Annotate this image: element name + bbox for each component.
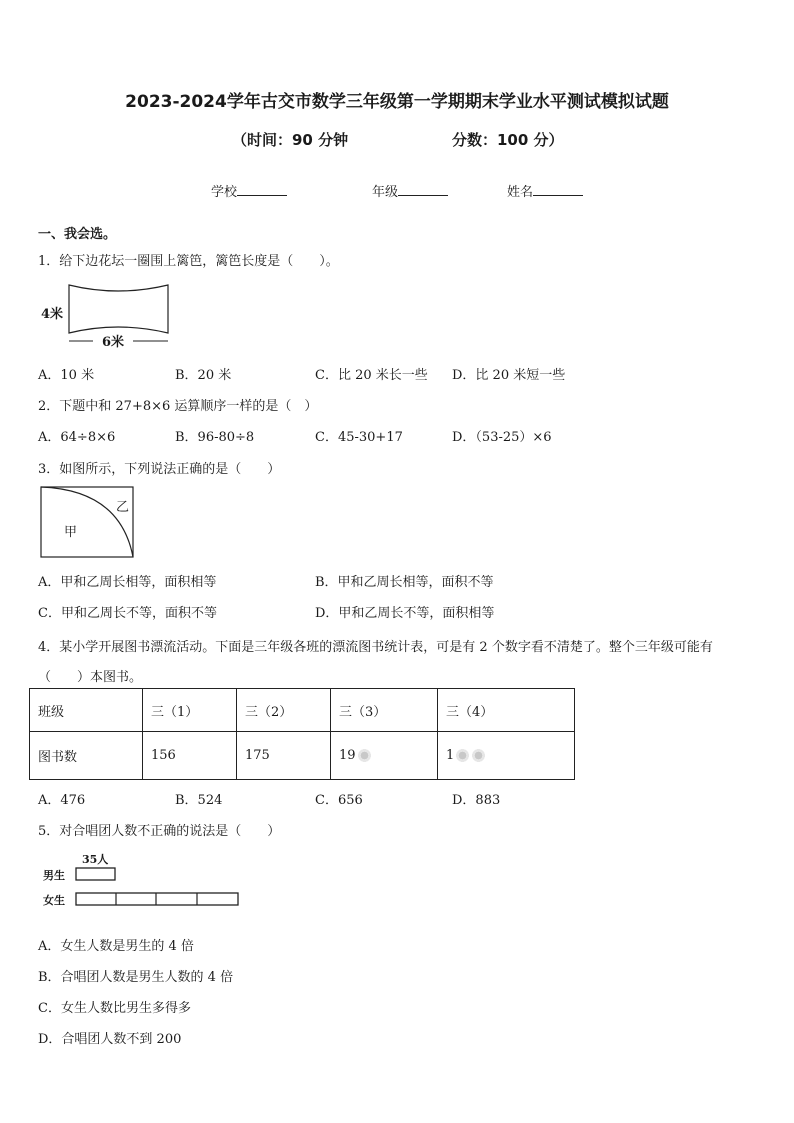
question-number: 3．: [38, 462, 60, 477]
question-3: [38, 458, 280, 477]
table-row: [30, 732, 575, 780]
question-text: 对合唱团人数不正确的说法是（ ）: [59, 824, 281, 839]
school-field: [211, 181, 287, 200]
flowerbed-bottom-label: 6米: [102, 335, 125, 350]
book-count-table: [29, 688, 575, 780]
quarter-circle-figure: [40, 486, 135, 559]
q4-option-a[interactable]: A．476: [38, 793, 86, 808]
flowerbed-figure: [38, 283, 173, 351]
table-cell-smudged: [438, 732, 575, 780]
grade-label: 年级: [372, 185, 399, 200]
q1-option-c[interactable]: C．比 20 米长一些: [315, 368, 428, 383]
smudge-icon: [357, 748, 372, 763]
table-cell: 156: [143, 732, 237, 780]
q2-option-c[interactable]: C．45-30+17: [315, 430, 403, 445]
question-text: 某小学开展图书漂流活动。下面是三年级各班的漂流图书统计表，可是有 2 个数字看不清楚了。整个三年级可能有: [59, 640, 713, 655]
question-number: 5．: [38, 824, 60, 839]
table-cell-value: 19: [339, 748, 356, 763]
question-text: 下题中和 27+8×6 运算顺序一样的是（ ）: [59, 399, 318, 414]
grade-field: [372, 181, 448, 200]
q5-option-b[interactable]: B．合唱团人数是男生人数的 4 倍: [38, 970, 234, 985]
section-title: 一、我会选。: [38, 227, 117, 242]
question-5: [38, 820, 280, 839]
question-4-continuation: （ ）本图书。: [38, 670, 143, 685]
q3-option-c[interactable]: C．甲和乙周长不等，面积不等: [38, 606, 217, 621]
question-text: 给下边花坛一圈围上篱笆，篱笆长度是（ ）。: [59, 254, 339, 269]
page-title: 2023-2024学年古交市数学三年级第一学期期末学业水平测试模拟试题: [125, 92, 669, 112]
question-number: 4．: [38, 640, 60, 655]
table-header-cell: 三（1）: [143, 689, 237, 732]
table-cell-smudged: [331, 732, 438, 780]
question-number: 2．: [38, 399, 60, 414]
region-b-label: 乙: [116, 500, 130, 515]
table-header-row: [30, 689, 575, 732]
table-row-label: 图书数: [30, 732, 143, 780]
choir-bar-diagram: [38, 850, 243, 910]
flowerbed-side-label: 4米: [41, 307, 64, 322]
name-blank[interactable]: [533, 184, 583, 196]
question-text: 如图所示，下列说法正确的是（ ）: [59, 462, 281, 477]
table-header-cell: 三（3）: [331, 689, 438, 732]
exam-score: 分数：100 分）: [452, 131, 564, 149]
question-number: 1．: [38, 254, 60, 269]
table-cell: 175: [237, 732, 331, 780]
question-4: [38, 636, 713, 655]
q4-option-b[interactable]: B．524: [175, 793, 223, 808]
boys-count-label: 35人: [82, 853, 109, 866]
table-header-cell: 三（2）: [237, 689, 331, 732]
q4-option-d[interactable]: D．883: [452, 793, 501, 808]
q1-option-b[interactable]: B．20 米: [175, 368, 232, 383]
exam-time: （时间：90 分钟: [232, 131, 349, 149]
grade-blank[interactable]: [398, 184, 448, 196]
boys-label: 男生: [43, 869, 65, 882]
girls-label: 女生: [43, 894, 65, 907]
q3-option-b[interactable]: B．甲和乙周长相等，面积不等: [315, 575, 494, 590]
smudge-icon: [471, 748, 486, 763]
q2-option-b[interactable]: B．96-80÷8: [175, 430, 255, 445]
region-a-label: 甲: [64, 525, 78, 540]
q2-option-a[interactable]: A．64÷8×6: [38, 430, 116, 445]
q3-option-d[interactable]: D．甲和乙周长不等，面积相等: [315, 606, 495, 621]
table-cell-value: 1: [446, 748, 455, 763]
name-field: [507, 181, 583, 200]
school-blank[interactable]: [237, 184, 287, 196]
q5-option-a[interactable]: A．女生人数是男生的 4 倍: [38, 939, 194, 954]
table-header-cell: 班级: [30, 689, 143, 732]
choir-bar-figure: [38, 850, 243, 910]
name-label: 姓名: [507, 185, 534, 200]
q3-option-a[interactable]: A．甲和乙周长相等，面积相等: [38, 575, 217, 590]
q2-option-d[interactable]: D．（53-25）×6: [452, 430, 552, 445]
smudge-icon: [455, 748, 470, 763]
question-1: [38, 250, 339, 269]
question-2: [38, 395, 317, 414]
school-label: 学校: [211, 185, 238, 200]
table-header-cell: 三（4）: [438, 689, 575, 732]
q4-option-c[interactable]: C．656: [315, 793, 363, 808]
q5-option-c[interactable]: C．女生人数比男生多得多: [38, 1001, 191, 1016]
q1-option-d[interactable]: D．比 20 米短一些: [452, 368, 566, 383]
q5-option-d[interactable]: D．合唱团人数不到 200: [38, 1032, 182, 1047]
q1-option-a[interactable]: A．10 米: [38, 368, 95, 383]
